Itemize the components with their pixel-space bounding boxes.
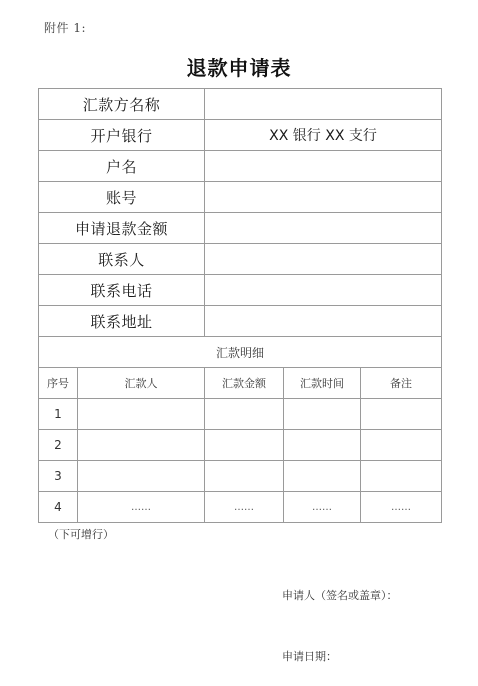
amount-cell[interactable]: [205, 461, 284, 492]
refund-amount-value[interactable]: [205, 213, 442, 244]
payer-cell[interactable]: [78, 399, 205, 430]
field-label: 汇款方名称: [39, 89, 205, 120]
apply-date-label: 申请日期：: [282, 650, 337, 663]
table-row: [39, 430, 442, 461]
field-row-address: [39, 306, 442, 337]
field-label: 开户银行: [39, 120, 205, 151]
time-cell[interactable]: [284, 430, 361, 461]
account-number-value[interactable]: [205, 182, 442, 213]
refund-application-table: [38, 88, 442, 523]
field-label: 联系人: [39, 244, 205, 275]
column-header-payer: 汇款人: [78, 368, 205, 399]
contact-value[interactable]: [205, 244, 442, 275]
field-row-account-name: [39, 151, 442, 182]
field-label: 申请退款金额: [39, 213, 205, 244]
amount-cell[interactable]: [205, 430, 284, 461]
attachment-label: 附件 1:: [44, 21, 86, 35]
field-row-refund-amount: [39, 213, 442, 244]
bank-value[interactable]: XX 银行 XX 支行: [205, 120, 442, 151]
table-row: [39, 492, 442, 523]
row-seq: 2: [39, 430, 78, 461]
payer-cell[interactable]: [78, 461, 205, 492]
section-title: 汇款明细: [39, 337, 442, 368]
amount-cell[interactable]: ……: [205, 492, 284, 523]
details-section-header: [39, 337, 442, 368]
remark-cell[interactable]: [361, 430, 442, 461]
add-rows-note: （下可增行）: [48, 528, 114, 541]
payer-cell[interactable]: ……: [78, 492, 205, 523]
account-name-value[interactable]: [205, 151, 442, 182]
field-row-bank: [39, 120, 442, 151]
address-value[interactable]: [205, 306, 442, 337]
payer-cell[interactable]: [78, 430, 205, 461]
field-label: 户名: [39, 151, 205, 182]
field-row-contact: [39, 244, 442, 275]
field-row-account-number: [39, 182, 442, 213]
applicant-signature-label: 申请人（签名或盖章）：: [282, 589, 398, 602]
column-header-time: 汇款时间: [284, 368, 361, 399]
field-row-phone: [39, 275, 442, 306]
details-column-headers: [39, 368, 442, 399]
row-seq: 3: [39, 461, 78, 492]
column-header-remark: 备注: [361, 368, 442, 399]
remark-cell[interactable]: ……: [361, 492, 442, 523]
row-seq: 1: [39, 399, 78, 430]
table-row: [39, 399, 442, 430]
time-cell[interactable]: ……: [284, 492, 361, 523]
field-label: 联系电话: [39, 275, 205, 306]
form-title: 退款申请表: [186, 56, 292, 80]
field-row-payer-name: [39, 89, 442, 120]
field-label: 账号: [39, 182, 205, 213]
column-header-amount: 汇款金额: [205, 368, 284, 399]
remark-cell[interactable]: [361, 461, 442, 492]
table-row: [39, 461, 442, 492]
time-cell[interactable]: [284, 399, 361, 430]
amount-cell[interactable]: [205, 399, 284, 430]
field-label: 联系地址: [39, 306, 205, 337]
row-seq: 4: [39, 492, 78, 523]
column-header-seq: 序号: [39, 368, 78, 399]
payer-name-value[interactable]: [205, 89, 442, 120]
remark-cell[interactable]: [361, 399, 442, 430]
phone-value[interactable]: [205, 275, 442, 306]
time-cell[interactable]: [284, 461, 361, 492]
